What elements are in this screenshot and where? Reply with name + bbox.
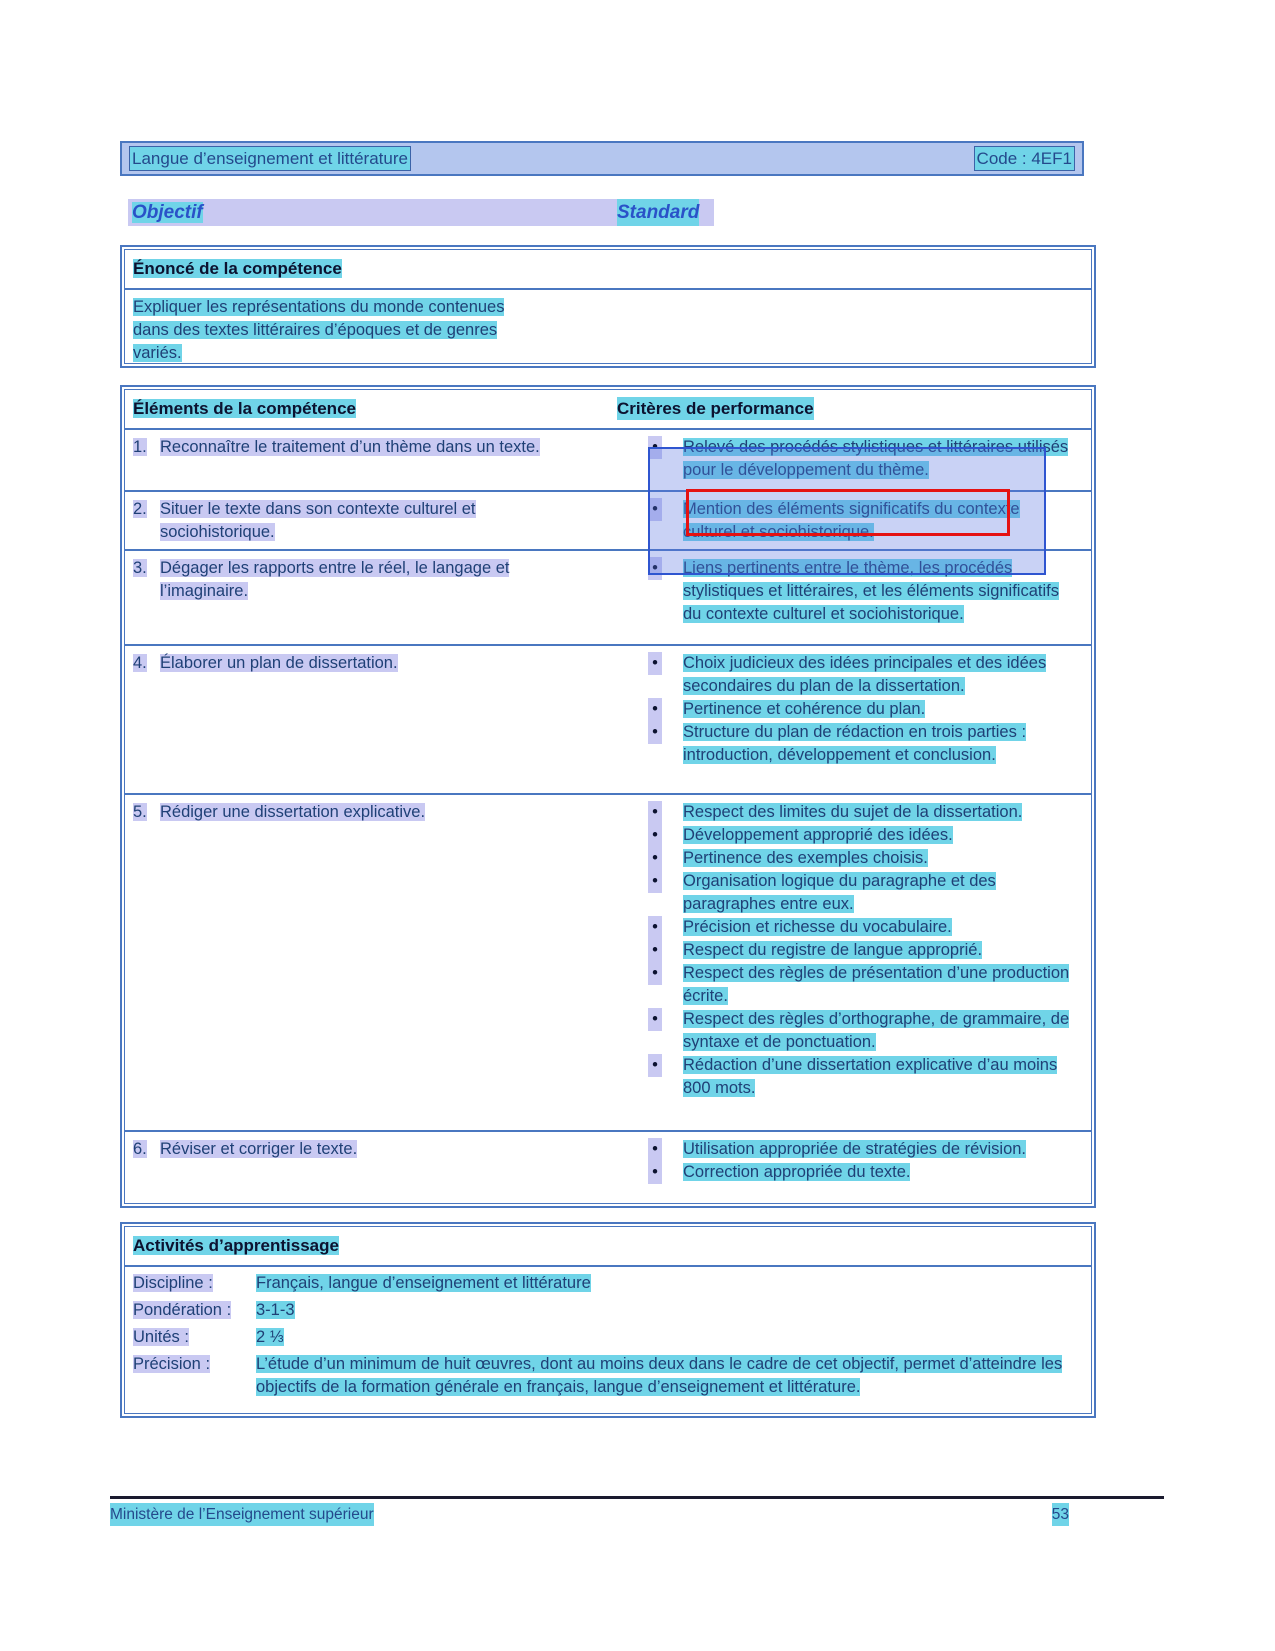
- field-ponderation: [133, 1299, 1083, 1326]
- objectif-standard-bar: [128, 199, 714, 226]
- criterion-text: Respect des règles de présentation d’une production écrite.: [683, 964, 1070, 1005]
- element-text: Réviser et corriger le texte.: [160, 1140, 358, 1158]
- bullet-icon: [648, 1008, 662, 1031]
- criterion-item: [648, 1138, 1077, 1161]
- criterion-item: [648, 870, 1077, 916]
- criterion-text: Respect des règles d’orthographe, de grammaire, de syntaxe et de ponctuation.: [683, 1010, 1070, 1051]
- criterion-text: Relevé des procédés stylistiques et littéraires utilisés pour le développement du thème.: [683, 438, 1069, 479]
- criterion-text: Développement approprié des idées.: [683, 826, 953, 844]
- criteria-cell: [648, 652, 1091, 793]
- criterion-text: Choix judicieux des idées principales et des idées secondaires du plan de la dissertation.: [683, 654, 1047, 695]
- element-text: Dégager les rapports entre le réel, le langage et l’imaginaire.: [160, 559, 510, 600]
- red-annotation-box: [686, 489, 1010, 536]
- document-title: Langue d’enseignement et littérature: [129, 146, 411, 171]
- bullet-icon: [648, 916, 662, 939]
- criterion-text: Rédaction d’une dissertation explicative d’au moins 800 mots.: [683, 1056, 1058, 1097]
- activites-heading: Activités d’apprentissage: [133, 1236, 339, 1255]
- criterion-item: [648, 698, 1077, 721]
- criterion-item: [648, 1008, 1077, 1054]
- bullet-icon: [648, 1054, 662, 1077]
- bullet-icon: [648, 962, 662, 985]
- page-number: 53: [1052, 1503, 1069, 1526]
- criterion-item: [648, 916, 1077, 939]
- activites-box: [120, 1222, 1096, 1418]
- field-discipline: [133, 1272, 1083, 1299]
- row-number: 2.: [133, 500, 147, 518]
- bullet-icon: [648, 870, 662, 893]
- standard-heading: Standard: [617, 199, 699, 226]
- criterion-item: [648, 939, 1077, 962]
- criterion-item: [648, 801, 1077, 824]
- bullet-icon: [648, 698, 662, 721]
- criterion-item: [648, 962, 1077, 1008]
- footer-divider: [110, 1496, 1164, 1499]
- enonce-heading-row: [125, 250, 1091, 290]
- enonce-box: [120, 245, 1096, 368]
- table-header-row: [125, 390, 1091, 430]
- criterion-text: Organisation logique du paragraphe et des paragraphes entre eux.: [683, 872, 996, 913]
- criterion-item: [648, 1161, 1077, 1184]
- criterion-text: Respect des limites du sujet de la dissertation.: [683, 803, 1023, 821]
- criterion-text: Correction appropriée du texte.: [683, 1163, 911, 1181]
- field-label: Pondération :: [133, 1301, 232, 1319]
- enonce-heading: Énoncé de la compétence: [133, 259, 342, 278]
- field-value: 3-1-3: [256, 1301, 295, 1319]
- criterion-text: Pertinence des exemples choisis.: [683, 849, 928, 867]
- criterion-text: Structure du plan de rédaction en trois parties : introduction, développement et conclusion.: [683, 723, 1027, 764]
- bullet-icon: [648, 847, 662, 870]
- bullet-icon: [648, 824, 662, 847]
- field-value: Français, langue d’enseignement et littérature: [256, 1274, 591, 1292]
- criteres-column-header: Critères de performance: [617, 399, 814, 418]
- criterion-text: Respect du registre de langue approprié.: [683, 941, 983, 959]
- field-value: 2 ⅓: [256, 1328, 284, 1346]
- enonce-body-row: [125, 290, 1091, 364]
- objectif-heading: Objectif: [132, 202, 203, 223]
- criteria-cell: [648, 801, 1091, 1130]
- criterion-item: [648, 847, 1077, 870]
- element-text: Élaborer un plan de dissertation.: [160, 654, 398, 672]
- bullet-icon: [648, 721, 662, 744]
- criterion-text: Pertinence et cohérence du plan.: [683, 700, 926, 718]
- row-number: 3.: [133, 559, 147, 577]
- bullet-icon: [648, 801, 662, 824]
- criterion-text: Précision et richesse du vocabulaire.: [683, 918, 952, 936]
- field-precision: [133, 1353, 1083, 1399]
- bullet-icon: [648, 652, 662, 675]
- criterion-item: [648, 652, 1077, 698]
- criterion-item: [648, 721, 1077, 767]
- element-cell: [133, 557, 648, 644]
- field-label: Unités :: [133, 1328, 189, 1346]
- row-number: 5.: [133, 803, 147, 821]
- footer: [110, 1503, 1164, 1526]
- element-cell: [133, 498, 648, 549]
- table-row-6: [125, 1130, 1091, 1204]
- row-number: 4.: [133, 654, 147, 672]
- element-cell: [133, 801, 648, 1130]
- criterion-text: Mention des éléments significatifs du contexte culturel et sociohistorique.: [683, 500, 1020, 541]
- element-text: Rédiger une dissertation explicative.: [160, 803, 426, 821]
- criterion-item: [648, 824, 1077, 847]
- row-number: 6.: [133, 1140, 147, 1158]
- bullet-icon: [648, 1138, 662, 1161]
- field-value: L’étude d’un minimum de huit œuvres, dont au moins deux dans le cadre de cet objectif, permet d’atteindre les objectifs de la formation générale en français, langue d’enseignement et littérature.: [256, 1355, 1063, 1396]
- table-row-5: [125, 793, 1091, 1130]
- criteria-cell: [648, 1138, 1091, 1204]
- enonce-text: Expliquer les représentations du monde contenues dans des textes littéraires d’époques et de genres variés.: [133, 298, 505, 362]
- activites-fields: [125, 1267, 1091, 1399]
- document-header-bar: [120, 141, 1084, 176]
- bullet-icon: [648, 1161, 662, 1184]
- elements-column-header: Éléments de la compétence: [133, 399, 356, 418]
- footer-ministry: Ministère de l’Enseignement supérieur: [110, 1503, 374, 1526]
- bullet-icon: [648, 939, 662, 962]
- element-text: Situer le texte dans son contexte culturel et sociohistorique.: [160, 500, 476, 541]
- row-number: 1.: [133, 438, 147, 456]
- element-cell: [133, 652, 648, 793]
- table-row-4: [125, 644, 1091, 793]
- criterion-text: Utilisation appropriée de stratégies de révision.: [683, 1140, 1027, 1158]
- criterion-item: [648, 1054, 1077, 1100]
- field-label: Précision :: [133, 1355, 211, 1373]
- element-cell: [133, 436, 648, 490]
- element-text: Reconnaître le traitement d’un thème dans un texte.: [160, 438, 540, 456]
- activites-heading-row: [125, 1227, 1091, 1267]
- criterion-text: Liens pertinents entre le thème, les procédés stylistiques et littéraires, et les éléments significatifs du contexte culturel et sociohistorique.: [683, 559, 1059, 623]
- field-label: Discipline :: [133, 1274, 213, 1292]
- element-cell: [133, 1138, 648, 1204]
- field-unites: [133, 1326, 1083, 1353]
- document-code: Code : 4EF1: [974, 146, 1075, 171]
